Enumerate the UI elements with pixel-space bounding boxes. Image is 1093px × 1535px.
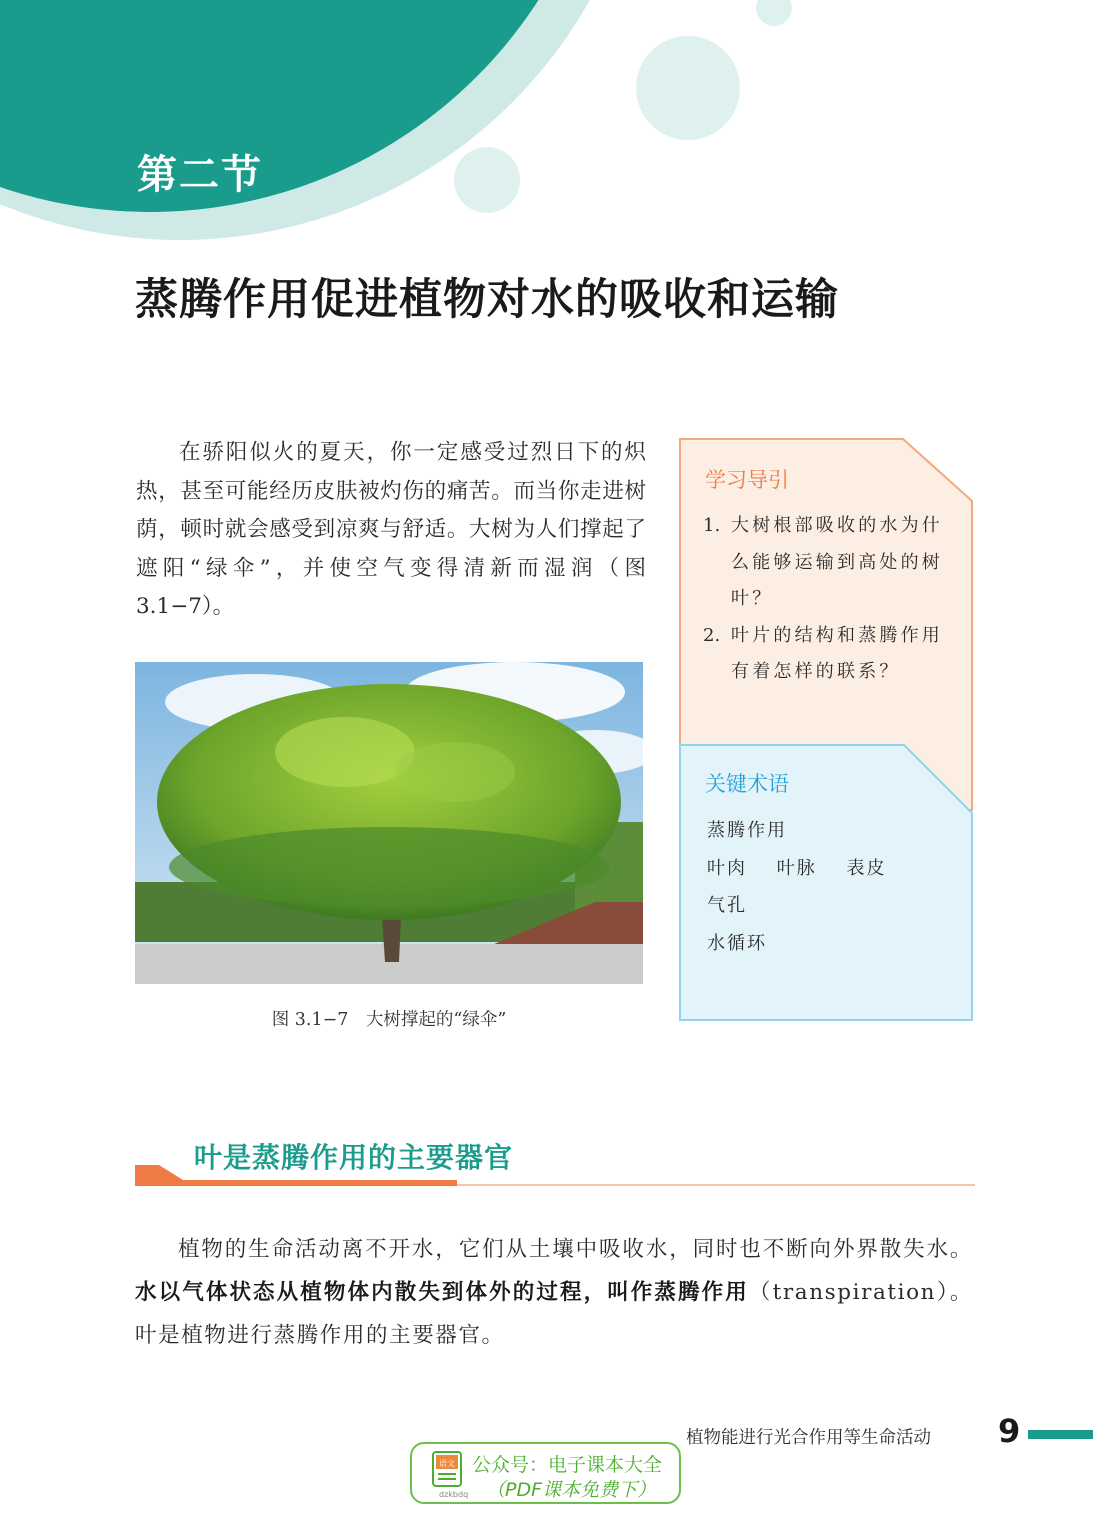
item-text: 大树根部吸收的水为什么能够运输到高处的树叶？ [731,515,943,609]
item-number: 2. [703,624,721,646]
study-guide-list [703,508,958,691]
page-title: 蒸腾作用促进植物对水的吸收和运输 [135,275,839,325]
tree-photo [135,662,643,984]
definition-text: 水以气体状态从植物体内散失到体外的过程，叫作蒸腾作用 [135,1280,749,1305]
study-guide-item [703,508,958,618]
section-label: 第二节 [137,152,263,198]
key-term: 气孔 [707,895,747,916]
body-text: 植物的生命活动离不开水，它们从土壤中吸收水，同时也不断向外界散失水。 [178,1237,973,1262]
watermark-badge [410,1442,681,1504]
key-term: 表皮 [846,857,887,879]
figure-caption: 图 3.1−7 大树撑起的“绿伞” [271,1010,507,1030]
key-term: 叶肉 [707,857,747,879]
study-guide-title: 学习导引 [705,468,789,492]
watermark-line1: 公众号：电子课本大全 [472,1454,663,1476]
key-terms-row [707,812,908,850]
header-decoration [0,0,1093,260]
page-number: 9 [998,1412,1021,1450]
study-guide-item [703,618,958,691]
intro-paragraph: 在骄阳似火的夏天，你一定感受过烈日下的炽热，甚至可能经历皮肤被灼伤的痛苦。而当你走进树荫，顿时就会感受到凉爽与舒适。大树为人们撑起了遮阳“绿伞”，并使空气变得清新而湿润（图 3.1−7）。 [136,440,646,619]
footer-chapter-text: 植物能进行光合作用等生命活动 [686,1428,931,1448]
item-number: 1. [703,515,721,536]
page-number-bar [1028,1430,1093,1439]
key-term: 蒸腾作用 [707,820,787,841]
body-text: （transpiration）。叶是植物进行蒸腾作用的主要器官。 [135,1280,973,1348]
key-term: 水循环 [707,932,767,954]
watermark-line2: （PDF课本免费下） [486,1479,657,1501]
key-terms-list [707,812,908,962]
key-term: 叶脉 [776,857,817,879]
key-terms-title: 关键术语 [705,772,789,796]
watermark-tag: dzkbdq [439,1490,469,1499]
body-paragraph [135,1228,973,1357]
key-terms-row [707,887,908,925]
item-text: 叶片的结构和蒸腾作用有着怎样的联系？ [731,624,943,682]
key-terms-row [707,850,908,888]
book-icon [430,1450,466,1494]
book-icon-label: 语文 [439,1459,455,1468]
key-terms-row [707,925,908,963]
subsection-heading: 叶是蒸腾作用的主要器官 [194,1141,514,1174]
